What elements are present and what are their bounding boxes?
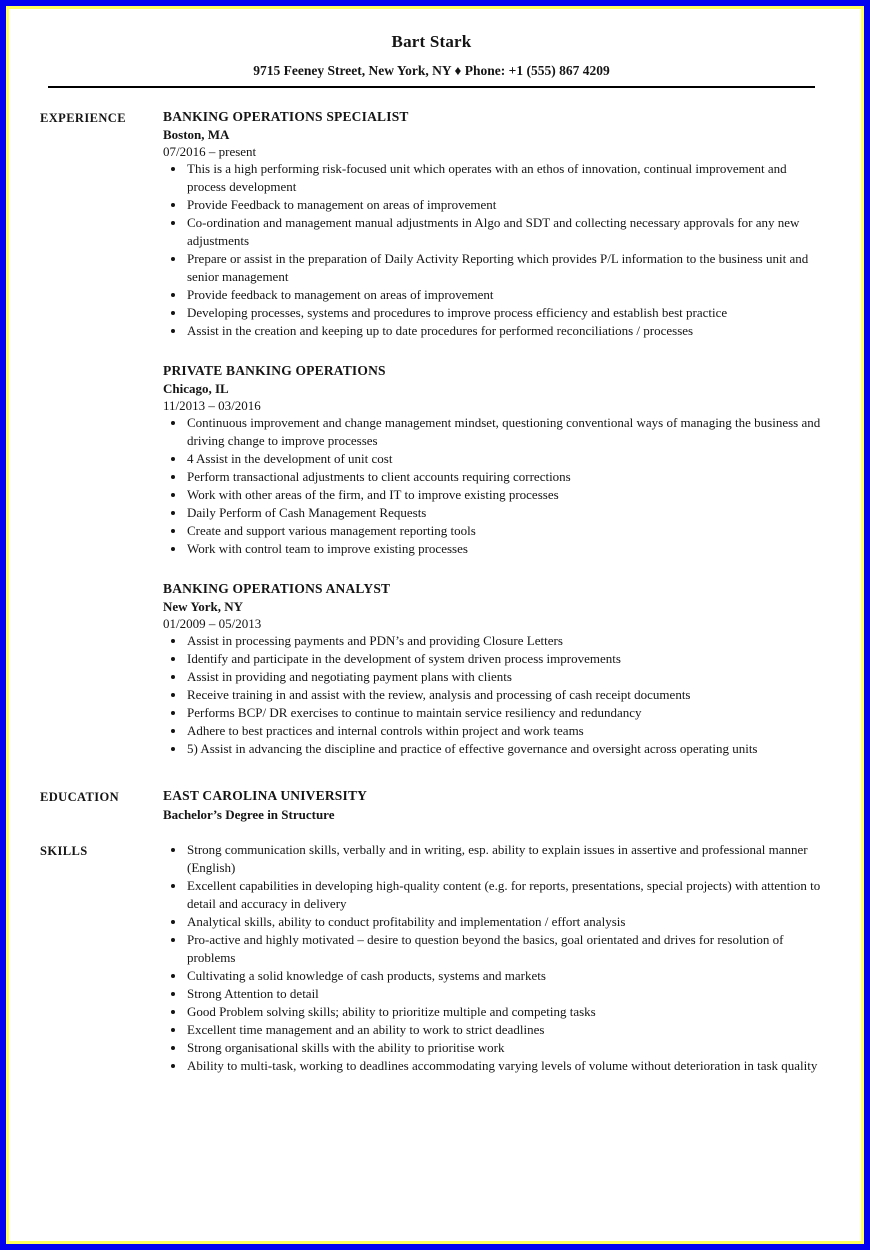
header-divider (48, 86, 815, 88)
skills-bullet-item: • Strong communication skills, verbally and in writing, esp. ability to explain issues in assertive and professional manner (English) (186, 841, 823, 877)
skills-bullet-item: • Excellent time management and an ability to work to strict deadlines (186, 1021, 823, 1039)
skills-bullet-item: • Good Problem solving skills; ability to prioritize multiple and competing tasks (186, 1003, 823, 1021)
skills-bullet-item: • Cultivating a solid knowledge of cash products, systems and markets (186, 967, 823, 985)
job-bullet-item: • 5) Assist in advancing the discipline and practice of effective governance and oversight across operating units (186, 740, 823, 758)
skills-bullet-item: • Strong organisational skills with the ability to prioritise work (186, 1039, 823, 1057)
job-dates: 07/2016 – present (163, 144, 257, 159)
job-title: PRIVATE BANKING OPERATIONS (163, 363, 386, 378)
job-dates: 01/2009 – 05/2013 (163, 616, 262, 631)
education-degree: Bachelor’s Degree in Structure (163, 807, 335, 822)
education-body (163, 787, 823, 824)
job-bullet-item: • 4 Assist in the development of unit cost (186, 450, 823, 468)
experience-label: EXPERIENCE (40, 111, 126, 125)
skills-section (40, 841, 823, 1075)
job-bullet-item: • Prepare or assist in the preparation of Daily Activity Reporting which provides P/L information to the business unit and senior management (186, 250, 823, 286)
job-bullet-item: • Provide Feedback to management on areas of improvement (186, 196, 823, 214)
job-bullet-item: • Performs BCP/ DR exercises to continue to maintain service resiliency and redundancy (186, 704, 823, 722)
contact-line: 9715 Feeney Street, New York, NY ♦ Phone: +1 (555) 867 4209 (253, 63, 610, 78)
job-bullet-item: • Continuous improvement and change management mindset, questioning conventional ways of managing the business and driving change to improve processes (186, 414, 823, 450)
skills-label: SKILLS (40, 844, 88, 858)
experience-section (40, 108, 823, 758)
education-section (40, 787, 823, 824)
job-dates: 11/2013 – 03/2016 (163, 398, 261, 413)
experience-body (163, 108, 823, 758)
resume-page-inner (6, 6, 864, 1244)
skills-bullet-item: • Ability to multi-task, working to deadlines accommodating varying levels of volume without deterioration in task quality (186, 1057, 823, 1075)
job-bullet-item: • Provide feedback to management on areas of improvement (186, 286, 823, 304)
job-bullet-item: • Work with control team to improve existing processes (186, 540, 823, 558)
job-entry (163, 362, 823, 558)
job-bullet-item: • This is a high performing risk-focused unit which operates with an ethos of innovation, continual improvement and process development (186, 160, 823, 196)
person-name: Bart Stark (391, 32, 472, 51)
skills-bullet-item: • Analytical skills, ability to conduct profitability and implementation / effort analysis (186, 913, 823, 931)
job-bullet-list (163, 414, 823, 558)
skills-bullet-item: • Excellent capabilities in developing high-quality content (e.g. for reports, presentations, special projects) with attention to detail and accuracy in delivery (186, 877, 823, 913)
job-bullet-item: • Identify and participate in the development of system driven process improvements (186, 650, 823, 668)
job-title: BANKING OPERATIONS SPECIALIST (163, 109, 409, 124)
job-bullet-item: • Developing processes, systems and procedures to improve process efficiency and establish best practice (186, 304, 823, 322)
skills-bullet-list (163, 841, 823, 1075)
job-location: New York, NY (163, 599, 244, 614)
resume-header (40, 31, 823, 88)
job-bullet-list (163, 160, 823, 340)
job-bullet-item: • Work with other areas of the firm, and IT to improve existing processes (186, 486, 823, 504)
job-entry (163, 580, 823, 758)
job-location: Boston, MA (163, 127, 230, 142)
job-bullet-item: • Assist in providing and negotiating payment plans with clients (186, 668, 823, 686)
job-location: Chicago, IL (163, 381, 229, 396)
skills-bullet-item: • Pro-active and highly motivated – desire to question beyond the basics, goal orientated and drives for resolution of problems (186, 931, 823, 967)
education-school: EAST CAROLINA UNIVERSITY (163, 788, 368, 803)
skills-bullet-item: • Strong Attention to detail (186, 985, 823, 1003)
job-bullet-item: • Assist in the creation and keeping up to date procedures for performed reconciliations / processes (186, 322, 823, 340)
job-bullet-item: • Receive training in and assist with the review, analysis and processing of cash receipt documents (186, 686, 823, 704)
job-bullet-item: • Assist in processing payments and PDN’s and providing Closure Letters (186, 632, 823, 650)
job-bullet-item: • Daily Perform of Cash Management Requests (186, 504, 823, 522)
job-bullet-item: • Perform transactional adjustments to client accounts requiring corrections (186, 468, 823, 486)
job-bullet-list (163, 632, 823, 758)
job-title: BANKING OPERATIONS ANALYST (163, 581, 391, 596)
job-bullet-item: • Adhere to best practices and internal controls within project and work teams (186, 722, 823, 740)
skills-body (163, 841, 823, 1075)
job-bullet-item: • Co-ordination and management manual adjustments in Algo and SDT and collecting necessary approvals for any new adjustments (186, 214, 823, 250)
job-entry (163, 108, 823, 340)
job-bullet-item: • Create and support various management reporting tools (186, 522, 823, 540)
education-label: EDUCATION (40, 790, 120, 804)
